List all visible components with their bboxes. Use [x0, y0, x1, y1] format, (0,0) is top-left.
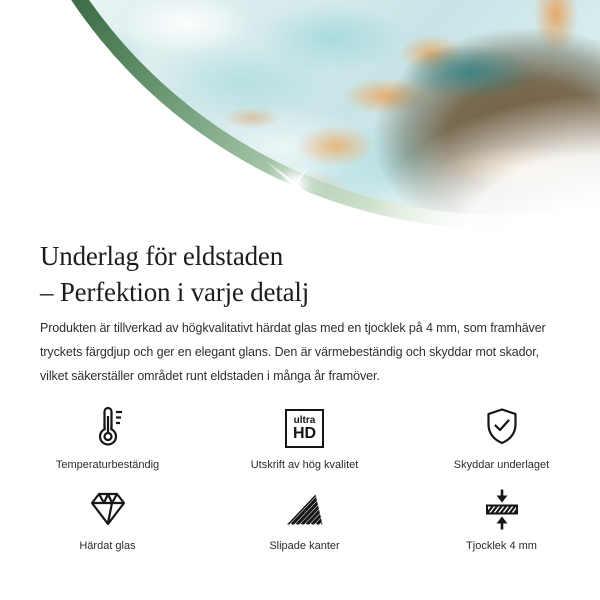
description-line: vilket säkerställer området runt eldstaden i många år framöver.: [40, 369, 380, 383]
feature-label: Utskrift av hög kvalitet: [250, 459, 359, 471]
feature-polished-edges: [206, 485, 403, 552]
thickness-icon: [479, 485, 525, 533]
description-line: tryckets färgdjup och ger en elegant glans. Den är värmebeständig och skyddar mot skador,: [40, 345, 540, 359]
feature-tempered-glass: [9, 485, 206, 552]
feature-thickness: [403, 485, 600, 552]
ultra-hd-badge-top: ultra: [293, 414, 316, 426]
page-title-line-2: – Perfektion i varje detalj: [40, 277, 310, 307]
shield-check-icon: [479, 404, 525, 452]
feature-print-quality: [206, 404, 403, 471]
diamond-icon: [85, 485, 131, 533]
feature-label: Härdat glas: [79, 540, 136, 552]
feature-grid: [9, 404, 600, 552]
glass-marble-artwork: [0, 0, 600, 232]
feature-label: Tjocklek 4 mm: [466, 540, 537, 552]
description-line: Produkten är tillverkad av högkvalitativt härdat glas med en tjocklek på 4 mm, som framhäver: [40, 321, 546, 335]
ultra-hd-badge-bottom: HD: [292, 424, 317, 442]
product-description-section: [0, 232, 600, 552]
feature-label: Temperaturbeständig: [55, 459, 160, 471]
beveled-edges-icon: [282, 485, 328, 533]
page-title-line-1: Underlag för eldstaden: [40, 241, 284, 271]
feature-temperature-resistant: [9, 404, 206, 471]
product-description-text: [40, 316, 560, 388]
feature-protects-surface: [403, 404, 600, 471]
feature-label: Skyddar underlaget: [453, 459, 550, 471]
ultra-hd-icon: [285, 404, 324, 452]
feature-label: Slipade kanter: [269, 540, 340, 552]
thermometer-icon: [85, 404, 131, 452]
product-photo: [0, 0, 600, 232]
page-title: [40, 238, 560, 310]
